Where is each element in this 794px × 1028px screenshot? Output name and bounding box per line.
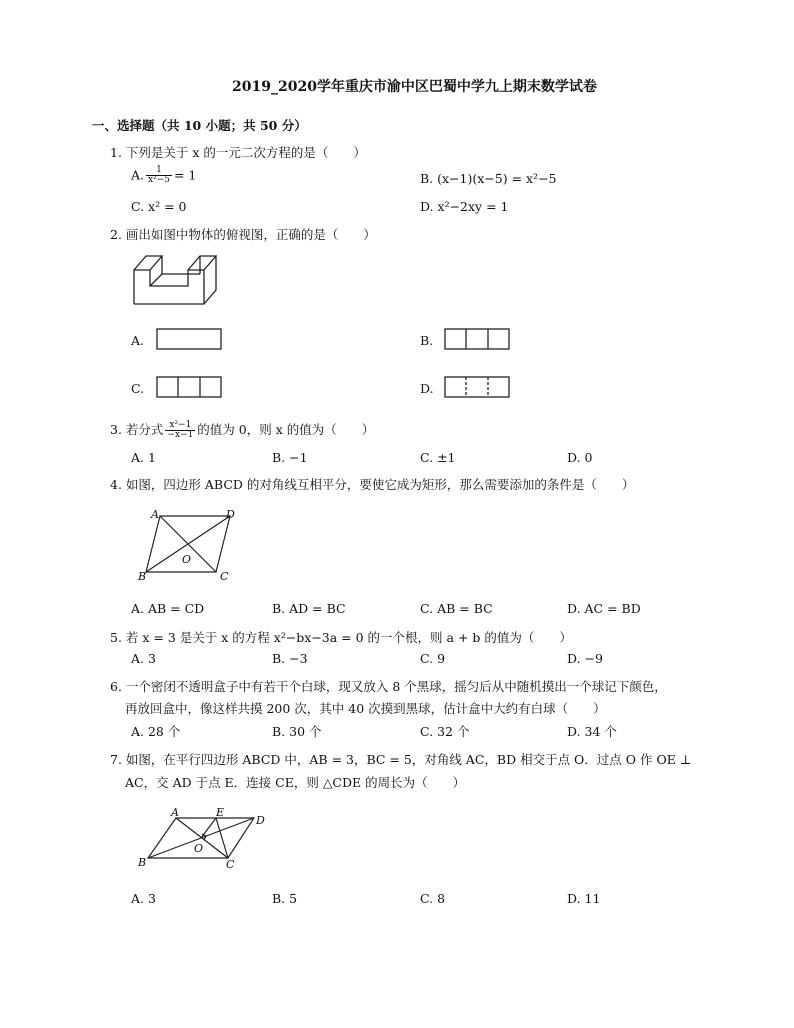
option-d-figure xyxy=(444,376,510,398)
question-4-stem: 4. 如图，四边形 ABCD 的对角线互相平分，要使它成为矩形，那么需要添加的条件是（ ） xyxy=(110,477,635,492)
question-1-stem: 1. 下列是关于 x 的一元二次方程的是（ ） xyxy=(110,145,366,160)
section-heading: 一、选择题（共 10 小题；共 50 分） xyxy=(92,118,307,133)
question-4-option-b: B. AD = BC xyxy=(272,601,346,616)
question-3-stem xyxy=(110,420,374,440)
question-7-stem-line1: 7. 如图，在平行四边形 ABCD 中，AB = 3，BC = 5，对角线 AC，BD 相交于点 O．过点 O 作 OE ⊥ xyxy=(110,752,692,767)
question-7-option-b: B. 5 xyxy=(272,891,298,906)
fraction-numerator: x²−1 xyxy=(169,419,192,430)
question-6-stem-line2: 再放回盒中，像这样共摸 200 次，其中 40 次摸到黑球，估计盒中大约有白球（ ） xyxy=(125,701,606,716)
fraction-denominator: −x−1 xyxy=(167,430,194,440)
question-5-option-c: C. 9 xyxy=(420,651,446,666)
question-2-option-a: A. xyxy=(131,333,145,348)
option-c-figure xyxy=(156,376,222,398)
question-2-option-c: C. xyxy=(131,381,145,396)
question-7-option-a: A. 3 xyxy=(131,891,156,906)
vertex-label-d: D xyxy=(256,814,265,827)
option-b-figure xyxy=(444,328,510,350)
page-title: 2019_2020学年重庆市渝中区巴蜀中学九上期末数学试卷 xyxy=(232,79,597,95)
question-3-option-b: B. −1 xyxy=(272,450,308,465)
question-3-option-a: A. 1 xyxy=(131,450,156,465)
question-5-option-a: A. 3 xyxy=(131,651,156,666)
question-2-option-d: D. xyxy=(420,381,434,396)
question-6-option-c: C. 32 个 xyxy=(420,724,470,739)
question-3-option-c: C. ±1 xyxy=(420,450,456,465)
question-3-stem-post: 的值为 0，则 x 的值为（ ） xyxy=(197,422,375,437)
fraction-numerator: 1 xyxy=(156,165,162,175)
question-2-stem: 2. 画出如图中物体的俯视图，正确的是（ ） xyxy=(110,227,376,242)
question-4-option-a: A. AB = CD xyxy=(131,601,205,616)
question-1-option-a xyxy=(131,166,196,186)
question-1-option-c: C. x² = 0 xyxy=(131,199,187,214)
fraction-denominator: x²−5 xyxy=(148,175,170,186)
question-6-stem-line1: 6. 一个密闭不透明盒子中有若干个白球，现又放入 8 个黑球，摇匀后从中随机摸出一个球记下颜色， xyxy=(110,679,667,694)
question-5-option-d: D. −9 xyxy=(567,651,603,666)
question-4-option-c: C. AB = BC xyxy=(420,601,493,616)
question-7-stem-line2: AC，交 AD 于点 E．连接 CE，则 △CDE 的周长为（ ） xyxy=(125,775,466,790)
option-a-figure xyxy=(156,328,222,350)
question-6-option-b: B. 30 个 xyxy=(272,724,322,739)
option-a-fraction xyxy=(146,166,172,186)
vertex-label-e: E xyxy=(216,806,225,819)
parallelogram-oe-figure xyxy=(136,806,266,874)
center-label-o: O xyxy=(182,553,192,566)
object-3d-figure xyxy=(132,252,222,308)
question-6-option-a: A. 28 个 xyxy=(131,724,181,739)
vertex-label-c: C xyxy=(226,858,235,871)
vertex-label-c: C xyxy=(220,570,229,583)
question-7-option-c: C. 8 xyxy=(420,891,446,906)
question-2-option-b: B. xyxy=(420,333,434,348)
vertex-label-b: B xyxy=(138,856,147,869)
question-5-stem: 5. 若 x = 3 是关于 x 的方程 x²−bx−3a = 0 的一个根，则 a + b 的值为（ ） xyxy=(110,630,572,645)
question-1-option-b: B. (x−1)(x−5) = x²−5 xyxy=(420,171,557,186)
question-3-option-d: D. 0 xyxy=(567,450,593,465)
option-a-rest: = 1 xyxy=(173,167,197,183)
vertex-label-b: B xyxy=(138,570,147,583)
question-7-option-d: D. 11 xyxy=(567,891,601,906)
question-5-option-b: B. −3 xyxy=(272,651,308,666)
vertex-label-a: A xyxy=(151,508,159,521)
question-3-stem-pre: 3. 若分式 xyxy=(110,422,164,437)
question-4-option-d: D. AC = BD xyxy=(567,601,641,616)
question-3-fraction xyxy=(165,421,195,441)
parallelogram-figure xyxy=(136,508,246,584)
center-label-o: O xyxy=(194,842,204,855)
question-6-option-d: D. 34 个 xyxy=(567,724,617,739)
question-1-option-d: D. x²−2xy = 1 xyxy=(420,199,509,214)
vertex-label-d: D xyxy=(226,508,235,521)
option-a-prefix: A. xyxy=(131,167,145,183)
vertex-label-a: A xyxy=(171,806,179,819)
